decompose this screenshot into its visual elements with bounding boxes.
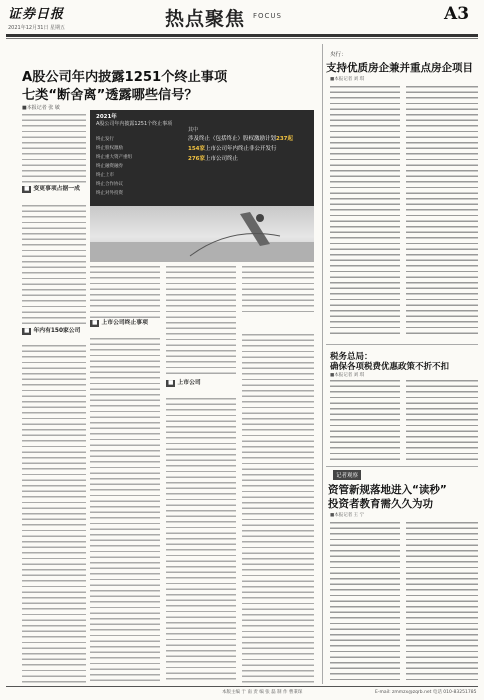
tax-headline: 确保各项税费优惠政策不折不扣 bbox=[330, 362, 450, 372]
page-number: A3 bbox=[444, 4, 470, 24]
right-separator-1 bbox=[326, 344, 478, 345]
lead-headline-line2: 七类“断舍离”透露哪些信号？ bbox=[22, 88, 198, 103]
lead-headline-line1: A股公司年内披露1251个终止事项 bbox=[22, 70, 228, 85]
body-text-col3a bbox=[166, 266, 236, 376]
masthead-rule bbox=[6, 34, 478, 37]
subhead-4: ■ 上市公司 bbox=[168, 380, 201, 386]
section-title: 热点聚焦 bbox=[165, 8, 246, 30]
commentary-byline: ■本报记者 王 宁 bbox=[330, 513, 365, 518]
pboc-headline: 支持优质房企兼并重点房企项目 bbox=[326, 62, 473, 74]
masthead bbox=[0, 0, 484, 40]
subhead-1: ■ 变更事项占据一成 bbox=[24, 186, 80, 192]
footer-editors: 本版主编 于 南 责 编 张 磊 制 作 曹秉琛 bbox=[222, 690, 303, 695]
tax-text-col2 bbox=[406, 380, 478, 462]
pboc-text-col2 bbox=[406, 86, 478, 338]
body-text-col1c bbox=[22, 345, 86, 683]
infographic-title: 2021年 bbox=[96, 114, 117, 120]
tax-kicker: 税务总局： bbox=[330, 352, 373, 362]
illustration-graphic bbox=[90, 206, 314, 262]
infographic-row-1: 涉及终止（包括终止）股权激励计划237起 bbox=[188, 136, 293, 142]
body-text-col4b bbox=[242, 334, 314, 683]
body-text-col2b bbox=[90, 338, 160, 683]
commentary-headline-2: 投资者教育需久久为功 bbox=[328, 498, 433, 510]
infographic-among: 其中 bbox=[188, 127, 199, 133]
section-english: FOCUS bbox=[253, 12, 282, 20]
footer-rule bbox=[6, 686, 478, 687]
commentary-text-col1 bbox=[330, 522, 400, 682]
body-text-col3b bbox=[166, 398, 236, 683]
body-text-col1b bbox=[22, 205, 86, 325]
right-separator-2 bbox=[326, 466, 478, 467]
tax-text-col1 bbox=[330, 380, 400, 462]
commentary-headline-1: 资管新规落地进入“读秒” bbox=[328, 484, 447, 496]
subhead-tag: ■ bbox=[24, 186, 30, 192]
masthead-rule-thin bbox=[6, 38, 478, 39]
subhead-2: ■ 年内有150家公司 bbox=[24, 328, 81, 334]
body-text-col4a bbox=[242, 266, 314, 316]
pboc-byline: ■本报记者 刘 琪 bbox=[330, 77, 365, 82]
infographic-subtitle: A股公司年内披露1251个终止事项 bbox=[96, 121, 173, 127]
body-text-col2a bbox=[90, 266, 160, 318]
dateline: 2021年12月31日 星期五 bbox=[8, 25, 66, 31]
tax-byline: ■本报记者 刘 琪 bbox=[330, 373, 365, 378]
subhead-3: ■ 上市公司终止事项 bbox=[92, 320, 148, 326]
column-divider bbox=[322, 44, 323, 684]
infographic-list: 终止发行 终止股权激励 终止重大资产重组 终止融资融券 终止上市 终止合作协议 终止对外投资 bbox=[96, 137, 132, 196]
pboc-text-col1 bbox=[330, 86, 400, 338]
illustration-image bbox=[90, 206, 314, 262]
commentary-label: 记者观察 bbox=[333, 470, 361, 480]
lead-byline: ■本报记者 张 敏 bbox=[22, 105, 60, 111]
pboc-kicker: 央行： bbox=[330, 52, 347, 58]
infographic-row-3: 276家上市公司终止 bbox=[188, 156, 238, 162]
commentary-text-col2 bbox=[406, 522, 478, 682]
infographic-row-2: 154家上市公司年内终止非公开发行 bbox=[188, 146, 277, 152]
newspaper-logo: 证券日报 bbox=[8, 7, 65, 22]
footer-contact: E-mail: zmmzx@zqrb.net 电话 010-83251785 bbox=[375, 690, 477, 695]
body-text-col1a bbox=[22, 114, 86, 184]
